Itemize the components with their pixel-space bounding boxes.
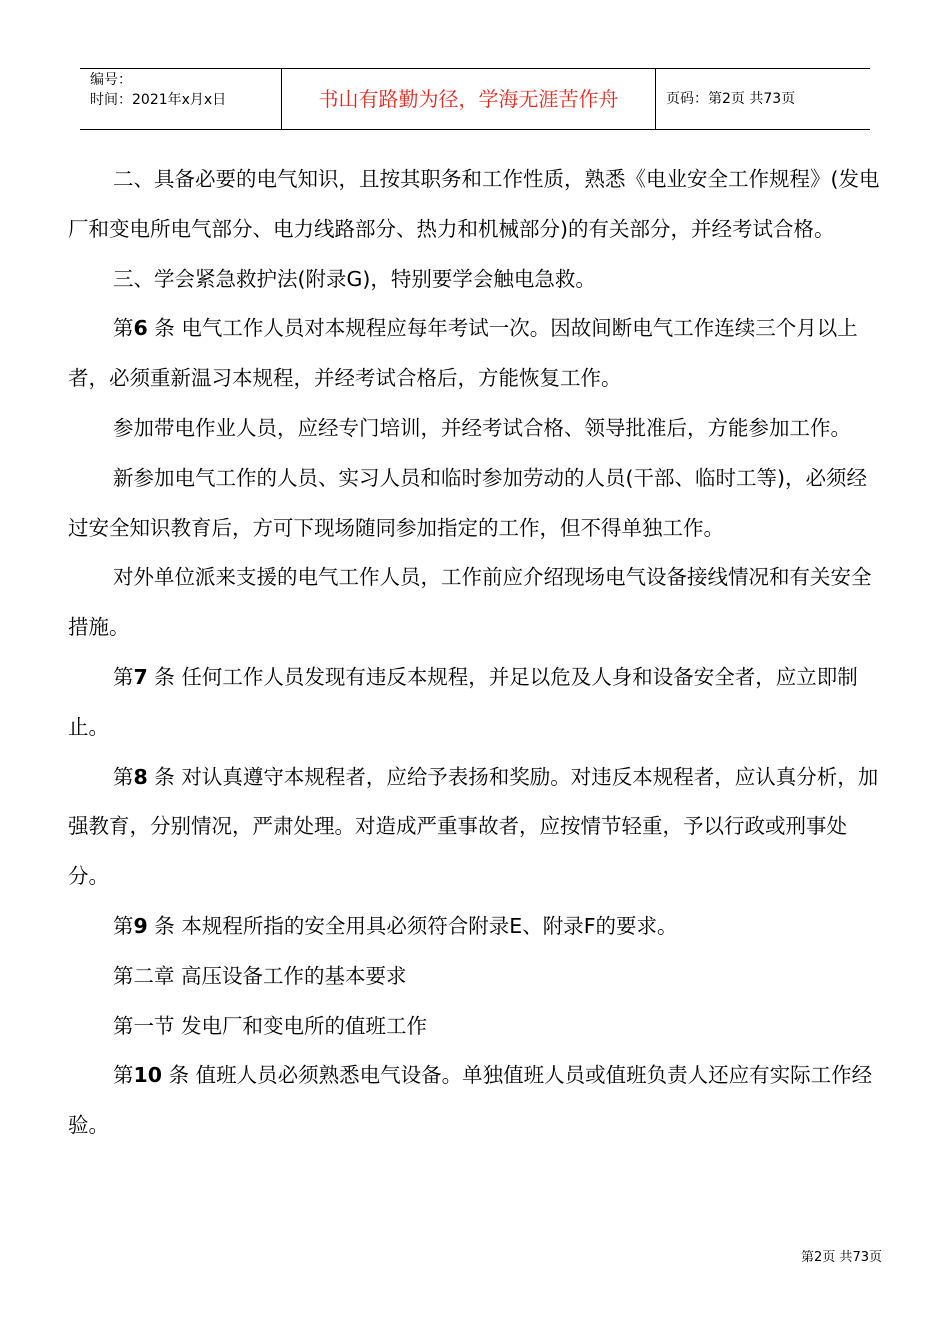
serial-number-label: 编号： [90,72,132,88]
article-text: 条 对认真遵守本规程者，应给予表扬和奖励。对违反本规程者，应认真分析，加强教育，分别情况，严肃处理。对造成严重事故者，应按情节轻重，予以行政或刑事处分。 [68,764,879,889]
paragraph-live-work: 参加带电作业人员，应经专门培训，并经考试合格、领导批准后，方能参加工作。 [113,415,851,440]
article-prefix: 第 [113,664,134,689]
motto-text: 书山有路勤为径，学海无涯苦作舟 [318,87,619,111]
article-number: 9 [133,913,148,938]
header-meta-cell [80,69,282,129]
article-7 [68,653,886,753]
article-number: 7 [133,664,148,689]
page-header [80,68,870,130]
article-6 [68,304,886,404]
article-prefix: 第 [113,913,134,938]
article-9 [68,902,886,952]
header-motto-cell [282,69,656,129]
article-text: 条 本规程所指的安全用具必须符合附录E、附录F的要求。 [154,913,678,938]
paragraph-new-staff: 新参加电气工作的人员、实习人员和临时参加劳动的人员(干部、临时工等)，必须经过安全知识教育后，方可下现场随同参加指定的工作，但不得单独工作。 [68,465,867,540]
date-label: 时间：2021年x月x日 [90,92,227,108]
article-number: 6 [133,316,148,341]
paragraph-qualification-3: 三、学会紧急救护法(附录G)，特别要学会触电急救。 [113,266,596,291]
article-8 [68,753,886,902]
article-text: 条 任何工作人员发现有违反本规程，并足以危及人身和设备安全者，应立即制止。 [68,664,858,739]
paragraph-qualification-2: 二、具备必要的电气知识，且按其职务和工作性质，熟悉《电业安全工作规程》(发电厂和变电所电气部分、电力线路部分、热力和机械部分)的有关部分，并经考试合格。 [68,167,880,241]
paragraph-external-staff: 对外单位派来支援的电气工作人员，工作前应介绍现场电气设备接线情况和有关安全措施。 [68,565,872,640]
header-page-number: 页码：第2页 共73页 [666,91,796,107]
article-number: 10 [133,1063,163,1088]
article-prefix: 第 [113,316,134,341]
article-prefix: 第 [113,1063,134,1088]
article-prefix: 第 [113,764,134,789]
section-heading: 第一节 发电厂和变电所的值班工作 [113,1013,428,1038]
chapter-heading: 第二章 高压设备工作的基本要求 [113,963,407,988]
article-10 [68,1051,886,1151]
article-text: 条 值班人员必须熟悉电气设备。单独值班人员或值班负责人还应有实际工作经验。 [68,1063,873,1138]
article-number: 8 [133,764,148,789]
header-page-cell [656,69,870,129]
document-body [68,155,886,1151]
footer-page-number: 第2页 共73页 [801,1250,882,1265]
article-text: 条 电气工作人员对本规程应每年考试一次。因故间断电气工作连续三个月以上者，必须重新温习本规程，并经考试合格后，方能恢复工作。 [68,316,858,391]
